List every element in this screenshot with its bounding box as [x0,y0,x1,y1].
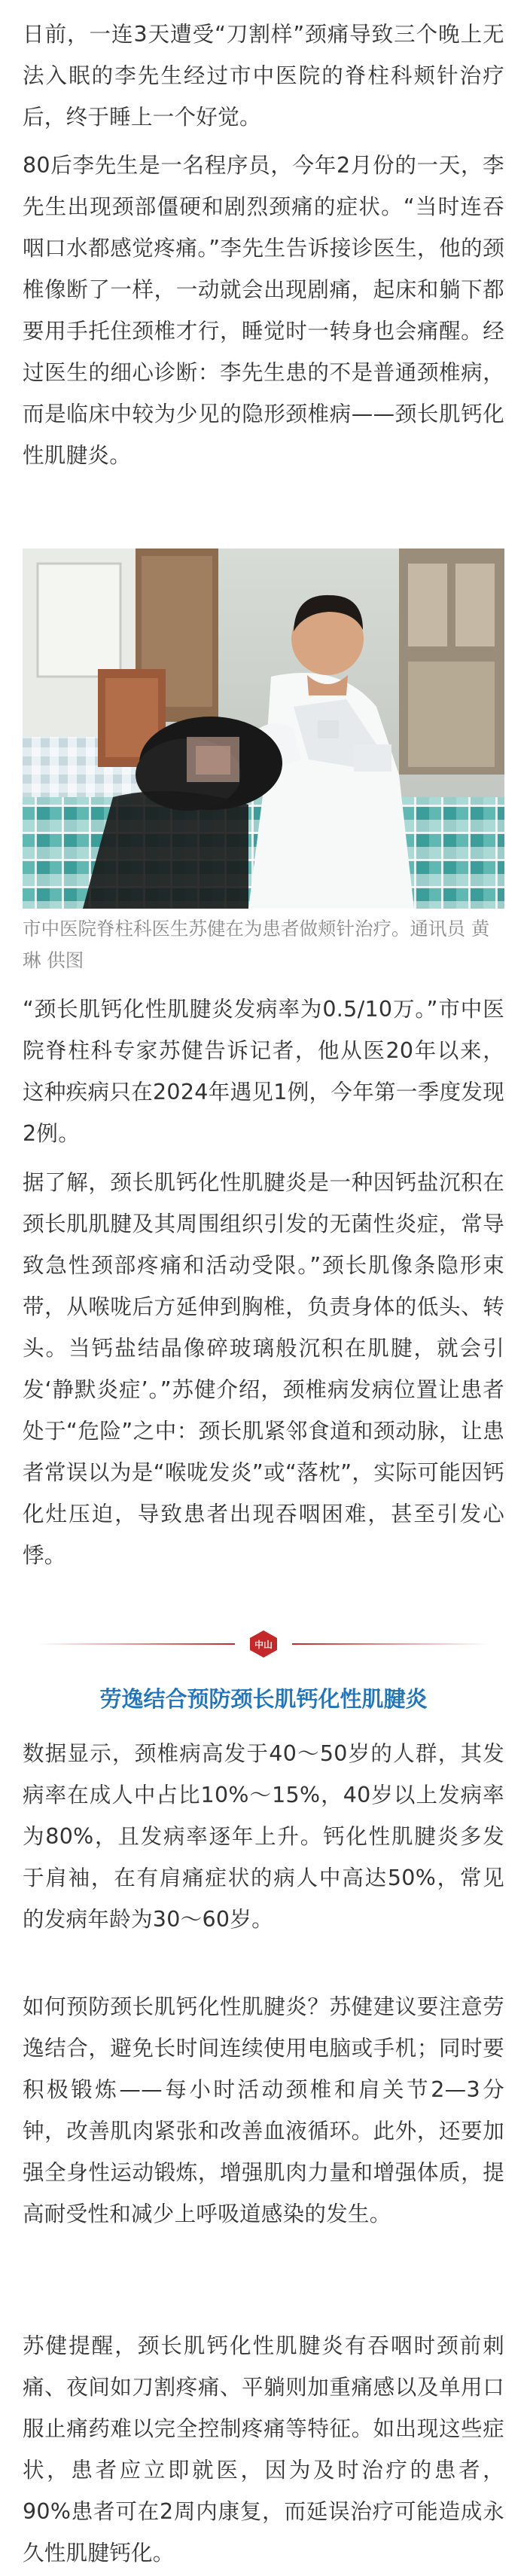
article-paragraph-4: 据了解，颈长肌钙化性肌腱炎是一种因钙盐沉积在颈长肌肌腱及其周围组织引发的无菌性炎症，常导致急性颈部疼痛和活动受限。”颈长肌像条隐形束带，从喉咙后方延伸到胸椎，负责身体的低头、转头。当钙盐结晶像碎玻璃般沉积在肌腱，就会引发‘静默炎症’。”苏健介绍，颈椎病发病位置让患者处于“危险”之中：颈长肌紧邻食道和颈动脉，让患者常误以为是“喉咙发炎”或“落枕”，实际可能因钙化灶压迫，导致患者出现吞咽困难，甚至引发心悸。 [23,1170,504,1568]
news-photo [23,549,504,909]
article-paragraph-7: 苏健提醒，颈长肌钙化性肌腱炎有吞咽时颈前刺痛、夜间如刀割疼痛、平躺则加重痛感以及单用口服止痛药难以完全控制疼痛等特征。如出现这些症状，患者应立即就医，因为及时治疗的患者，90%患者可在2周内康复，而延误治疗可能造成永久性肌腱钙化。 [23,2333,504,2565]
doctor-treating-patient-photo [23,549,504,909]
article-paragraph-6: 如何预防颈长肌钙化性肌腱炎？苏健建议要注意劳逸结合，避免长时间连续使用电脑或手机；同时要积极锻炼——每小时活动颈椎和肩关节2—3分钟，改善肌肉紧张和改善血液循环。此外，还要加强全身性运动锻炼，增强肌肉力量和增强体质，提高耐受性和减少上呼吸道感染的发生。 [23,1994,504,2226]
article-paragraph-2: 80后李先生是一名程序员，今年2月份的一天，李先生出现颈部僵硬和剧烈颈痛的症状。“当时连吞咽口水都感觉疼痛。”李先生告诉接诊医生，他的颈椎像断了一样，一动就会出现剧痛，起床和躺下都要用手托住颈椎才行，睡觉时一转身也会痛醒。经过医生的细心诊断：李先生患的不是普通颈椎病，而是临床中较为少见的隐形颈椎病——颈长肌钙化性肌腱炎。 [23,153,504,468]
article-paragraph-3: “颈长肌钙化性肌腱炎发病率为0.5/10万。”市中医院脊柱科专家苏健告诉记者，他从医20年以来，这种疾病只在2024年遇见1例，今年第一季度发现2例。 [23,997,504,1146]
photo-caption: 市中医院脊柱科医生苏健在为患者做颊针治疗。通讯员 黄琳 供图 [23,918,490,971]
divider-badge-text: 中山 [254,1639,273,1650]
article-paragraph-1: 日前，一连3天遭受“刀割样”颈痛导致三个晚上无法入眠的李先生经过市中医院的脊柱科颊针治疗后，终于睡上一个好觉。 [23,22,504,130]
article-paragraph-5: 数据显示，颈椎病高发于40～50岁的人群，其发病率在成人中占比10%～15%，40岁以上发病率为80%，且发病率逐年上升。钙化性肌腱炎多发于肩袖，在有肩痛症状的病人中高达50%，常见的发病年龄为30～60岁。 [23,1741,504,1932]
section-heading: 劳逸结合预防颈长肌钙化性肌腱炎 [99,1686,428,1712]
divider-line-left [38,1643,235,1645]
divider-line-right [292,1643,489,1645]
section-divider [23,1629,504,1659]
zhongshan-logo-icon [247,1629,280,1659]
